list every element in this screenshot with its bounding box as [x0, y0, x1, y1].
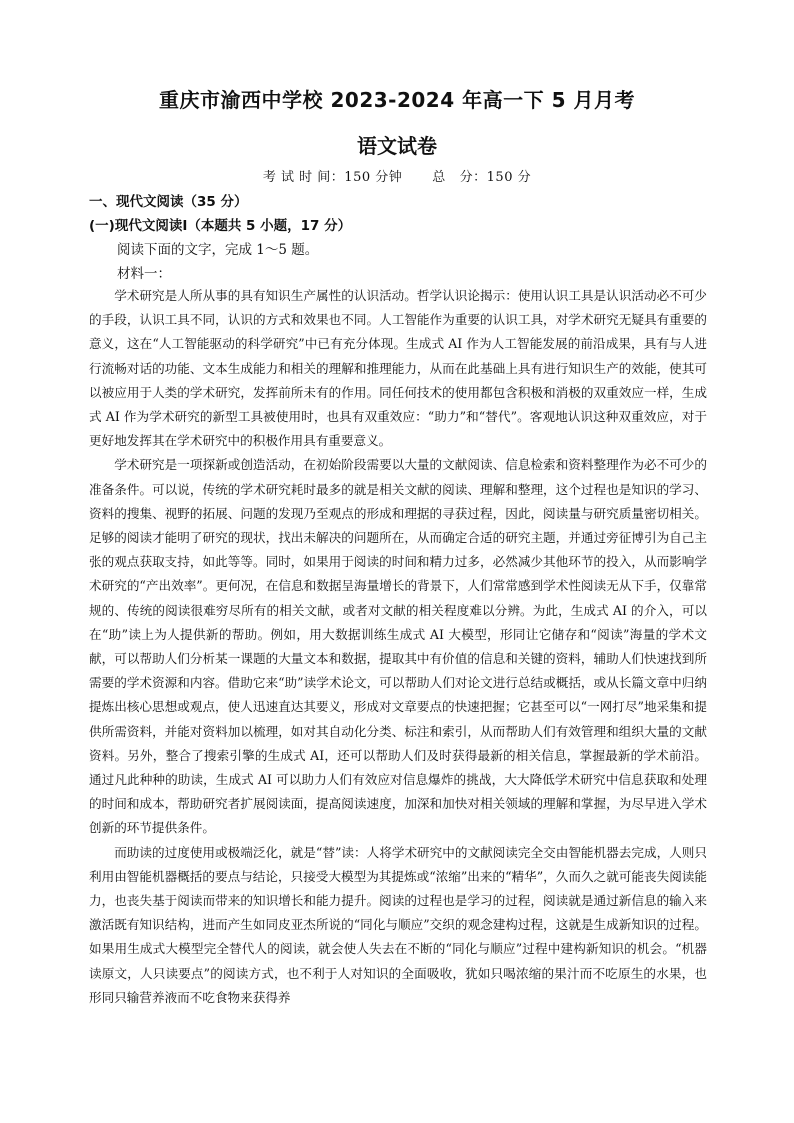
paragraph: 学术研究是一项探新或创造活动，在初始阶段需要以大量的文献阅读、信息检索和资料整理作为必不可少的准备条件。可以说，传统的学术研究耗时最多的就是相关文献的阅读、理解和整理，这个过程也是知识的学习、资料的搜集、视野的拓展、问题的发现乃至观点的形成和理据的寻获过程，因此，阅读量与研究质量密切相关。足够的阅读才能明了研究的现状，找出未解决的问题所在，从而确定合适的研究主题，并通过旁征博引为自己主张的观点获取支持，如此等等。同时，如果用于阅读的时间和精力过多，必然减少其他环节的投入，从而影响学术研究的“产出效率”。更何况，在信息和数据呈海量增长的背景下，人们常常感到学术性阅读无从下手，仅靠常规的、传统的阅读很难穷尽所有的相关文献，或者对文献的相关程度难以分辨。为此，生成式 AI 的介入，可以在“助”读上为人提供新的帮助。例如，用大数据训练生成式 AI 大模型，形同让它储存和“阅读”海量的学术文献，可以帮助人们分析某一课题的大量文本和数据，提取其中有价值的信息和关键的资料，辅助人们快速找到所需要的学术资源和内容。借助它来“助”读学术论文，可以帮助人们对论文进行总结或概括，或从长篇文章中归纳提炼出核心思想或观点，使人迅速直达其要义，形成对文章要点的快速把握；它甚至可以“一网打尽”地采集和提供所需资料，并能对资料加以梳理，如对其自动化分类、标注和索引，从而帮助人们有效管理和组织大量的文献资料。另外，整合了搜索引擎的生成式 AI，还可以帮助人们及时获得最新的相关信息，掌握最新的学术前沿。通过凡此种种的助读，生成式 AI 可以助力人们有效应对信息爆炸的挑战，大大降低学术研究中信息获取和处理的时间和成本，帮助研究者扩展阅读面，提高阅读速度，加深和加快对相关领域的理解和掌握，为尽早进入学术创新的环节提供条件。	[89, 457, 707, 836]
exam-time: 考 试 时 间：150 分钟	[262, 170, 403, 185]
paragraph: 而助读的过度使用或极端泛化，就是“替”读：人将学术研究中的文献阅读完全交由智能机器去完成，人则只利用由智能机器概括的要点与结论，只接受大模型为其提炼或“浓缩”出来的“精华”，久而久之就可能丧失阅读能力，也丧失基于阅读而带来的知识增长和能力提升。阅读的过程也是学习的过程，阅读就是通过新信息的输入来激活既有知识结构，进而产生如同皮亚杰所说的“同化与顺应”交织的观念建构过程，这就是生成新知识的过程。如果用生成式大模型完全替代人的阅读，就会使人失去在不断的“同化与顺应”过程中建构新知识的机会。“机器读原文，人只读要点”的阅读方式，也不利于人对知识的全面吸收，犹如只喝浓缩的果汁而不吃原生的水果，也形同只输营养液而不吃食物来获得养	[89, 844, 707, 1005]
paragraph: 学术研究是人所从事的具有知识生产属性的认识活动。哲学认识论揭示：使用认识工具是认识活动必不可少的手段，认识工具不同，认识的方式和效果也不同。人工智能作为重要的认识工具，对学术研究无疑具有重要的意义，这在“人工智能驱动的科学研究”中已有充分体现。生成式 AI 作为人工智能发展的前沿成果，具有与人进行流畅对话的功能、文本生成能力和相关的理解和推理能力，从而在此基础上具有进行知识生产的效能，使其可以被应用于人类的学术研究，发挥前所未有的作用。同任何技术的使用都包含积极和消极的双重效应一样，生成式 AI 作为学术研究的新型工具被使用时，也具有双重效应：“助力”和“替代”。客观地认识这种双重效应，对于更好地发挥其在学术研究中的积极作用具有重要意义。	[89, 288, 707, 449]
exam-meta	[0, 166, 794, 185]
section-heading: 一、现代文阅读（35 分）	[89, 194, 248, 210]
exam-score: 总 分：150 分	[432, 170, 532, 185]
passage-body	[89, 284, 707, 1010]
exam-subtitle: 语文试卷	[357, 134, 437, 158]
reading-instruction: 阅读下面的文字，完成 1～5 题。	[117, 242, 319, 258]
section-subheading: (一)现代文阅读Ⅰ（本题共 5 小题，17 分）	[89, 218, 352, 234]
material-label: 材料一：	[117, 266, 171, 282]
exam-title: 重庆市渝西中学校 2023-2024 年高一下 5 月月考	[159, 88, 635, 112]
